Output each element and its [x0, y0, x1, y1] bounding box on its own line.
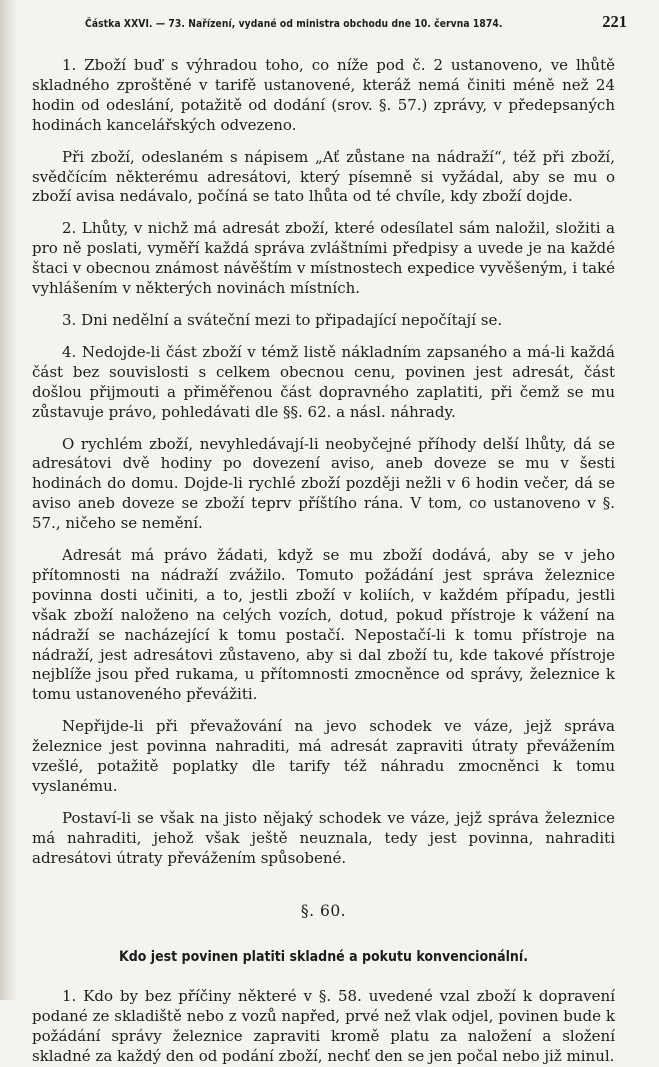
page-body: [32, 56, 615, 1067]
running-head: Částka XXVI. — 73. Nařízení, vydané od ministra obchodu dne 10. června 1874.: [85, 19, 503, 30]
paragraph: Při zboží, odeslaném s nápisem „Ať zůstane na nádraží“, též při zboží, svědčícím některému adresátovi, který písemně si vyžádal, aby se mu o zboží avisa nedávalo, počíná se tato lhůta od té chvíle, kdy zboží dojde.: [32, 147, 615, 206]
section-title: Kdo jest povinen platiti skladné a pokutu konvencionální.: [118, 948, 528, 965]
paragraph: 2. Lhůty, v nichž má adresát zboží, které odesílatel sám naložil, složiti a pro ně poslati, vyměří každá správa zvláštními předpisy a uvede je na každé štaci v obecnou známost návěštím v místnostech expedice vyvěšeným, i také vyhlášením v některých novinách místních.: [32, 219, 615, 298]
paragraph: 1. Zboží buď s výhradou toho, co níže pod č. 2 ustanoveno, ve lhůtě skladného zproštěné v tarifě ustanovené, kteráž nemá činiti méně než 24 hodin od odeslání, potažitě od dodání (srov. §. 57.) zprávy, v předepsaných hodinách kancelářských odvezeno.: [32, 56, 615, 134]
paragraph: Nepřijde-li při převažování na jevo schodek ve váze, jejž správa železnice jest povinna nahraditi, má adresát zapraviti útraty převážením vzešlé, potažitě poplatky dle tarify též náhradu zmocněnci k tomu vyslanému.: [32, 717, 615, 795]
section-number: §. 60.: [300, 901, 347, 920]
paragraph: Postaví-li se však na jisto nějaký schodek ve váze, jejž správa železnice má nahraditi, jehož však ještě neuznala, tedy jest povinna, nahraditi adresátovi útraty převážením spůsobené.: [32, 808, 615, 867]
paragraph: 4. Nedojde-li část zboží v témž listě nákladním zapsaného a má-li každá část bez souvislosti s celkem obecnou cenu, povinen jest adresát, část došlou přijmouti a přiměřenou část dopravného zaplatiti, při čemž se mu zůstavuje právo, pohledávati dle §§. 62. a násl. náhrady.: [32, 342, 615, 421]
page-number: 221: [602, 12, 627, 31]
paragraph: 1. Kdo by bez příčiny některé v §. 58. uvedené vzal zboží k dopravení podané ze skladiště nebo z vozů napřed, prvé než vlak odjel, povinen bude k požádání správy železnice zapraviti kromě platu za naložení a složení skladné za každý den od podání zboží, nechť den se jen počal nebo již minul.: [32, 987, 615, 1066]
paragraph: 3. Dni nedělní a sváteční mezi to připadající nepočítají se.: [62, 310, 503, 329]
page-edge-shadow: [0, 0, 18, 1000]
paragraph: Adresát má právo žádati, když se mu zboží dodává, aby se v jeho přítomnosti na nádraží zvážilo. Tomuto požádání jest správa železnice povinna dosti učiniti, a to, jestli zboží v koliích, v každém případu, jestli však zboží naloženo na celých vozích, dotud, pokud přístroje k vážení na nádraží se nacházející k tomu postačí. Nepostačí-li k tomu přístroje na nádraží, jest adresátovi zůstaveno, aby si dal zboží tu, kde takové přístroje nejblíže jsou před rukama, u přítomnosti zmocněnce od správy, železnice k tomu ustanoveného převážiti.: [32, 546, 615, 704]
paragraph: O rychlém zboží, nevyhledávají-li neobyčejné příhody delší lhůty, dá se adresátovi dvě hodiny po dovezení aviso, aneb doveze se mu v šesti hodinách do domu. Dojde-li rychlé zboží později nežli v 6 hodin večer, dá se aviso aneb doveze se zboží teprv příštího rána. V tom, co ustanoveno v §. 57., ničeho se nemění.: [32, 434, 615, 533]
page-header: [60, 12, 627, 32]
